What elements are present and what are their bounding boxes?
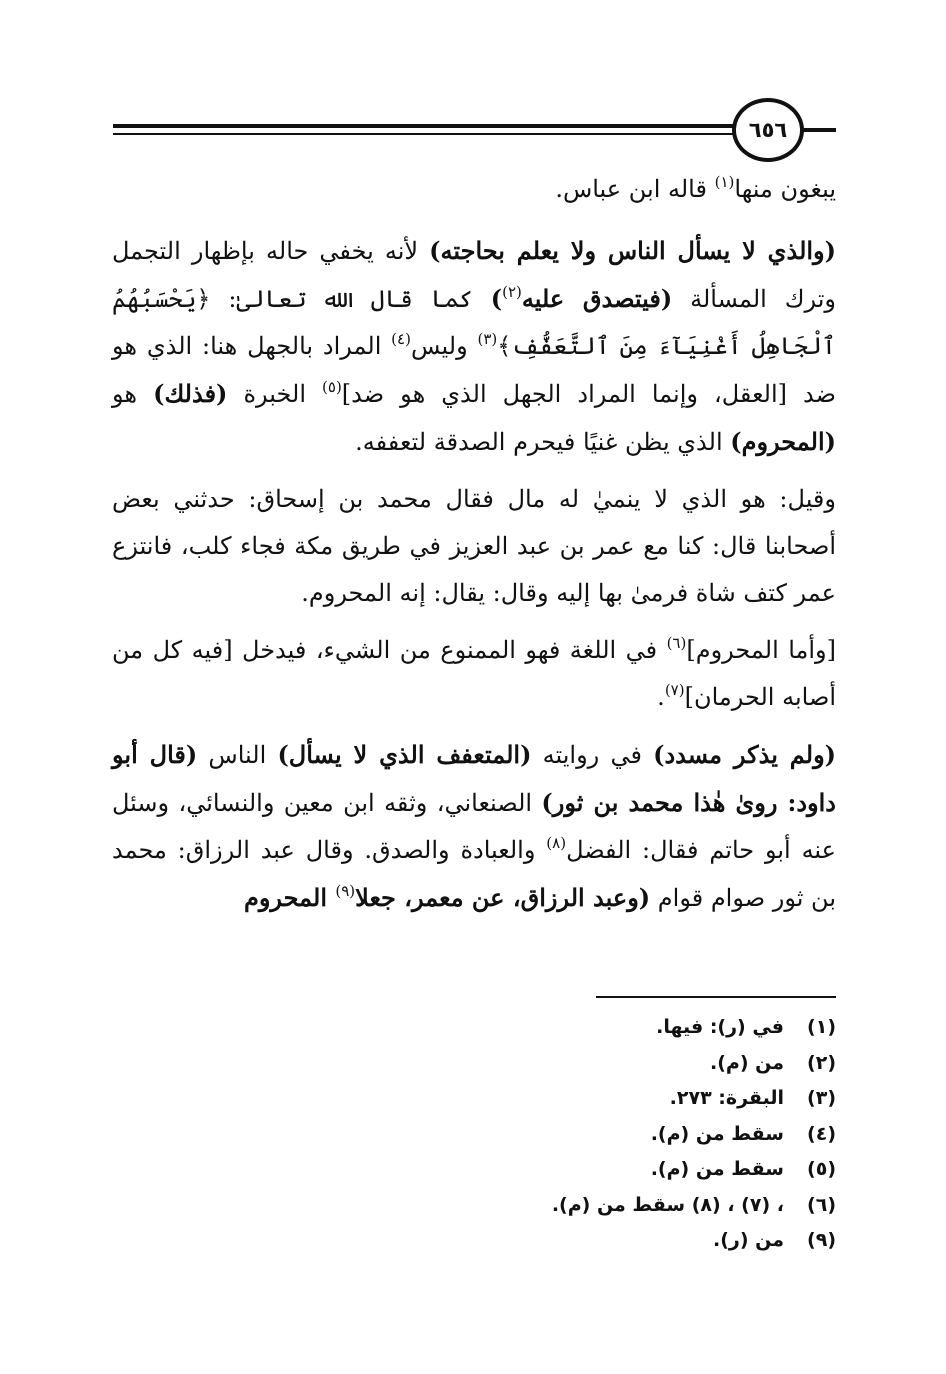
footnote-text: سقط من (م). [650, 1122, 784, 1145]
page-header [0, 0, 946, 170]
footnote-ref: (٣) [477, 330, 498, 348]
footnote-ref: (٩) [335, 882, 356, 900]
page-number-badge [732, 98, 804, 162]
footnote-text: البقرة: ٢٧٣. [669, 1087, 784, 1109]
footnote-text: في (ر): فيها. [656, 1016, 784, 1038]
footnote-ref: (١) [714, 173, 735, 191]
text-run: . [657, 683, 665, 711]
bold-text: (المحروم) [730, 427, 836, 456]
paragraph [112, 627, 836, 721]
paragraph [112, 166, 836, 213]
text-run: كما قال الله تعالىٰ: [210, 285, 491, 313]
text-run: في روايته [531, 741, 654, 769]
text-run: قاله ابن عباس. [555, 175, 715, 203]
bold-text: (وعبد الرزاق، عن معمر، جعلا [355, 883, 651, 912]
footnote-text: ، (٧) ، (٨) سقط من (م). [551, 1193, 784, 1216]
text-run: في اللغة فهو الممنوع من الشيء، فيدخل [فيه كل من أصابه الحرمان] [112, 636, 836, 711]
text-run: الصنعاني، وثقه ابن معين والنسائي، وسئل عنه أبو حاتم فقال: الفضل [112, 789, 836, 864]
bold-text: المحروم [243, 883, 336, 912]
footnote [300, 1010, 836, 1046]
footnote-text: من (م). [710, 1051, 784, 1074]
footnote-text: سقط من (م). [650, 1158, 784, 1180]
text-run: لأنه يخفي حاله بإظهار التجمل وترك المسألة [112, 237, 837, 313]
footnote-ref: (٧) [664, 681, 685, 699]
paragraph [112, 731, 836, 922]
bold-text: (قال أبو داود: روىٰ هٰذا محمد بن ثور) [112, 740, 836, 817]
text-run: هو [112, 380, 154, 408]
footnote [300, 1081, 836, 1117]
paragraph [112, 476, 836, 617]
footnote-number: (٦) [807, 1193, 836, 1216]
bold-text: ) [490, 284, 503, 313]
footnote-ref: (٨) [546, 834, 567, 852]
footnote [300, 1046, 836, 1082]
footnote [300, 1188, 836, 1224]
text-run: الذي يظن غنيًا فيحرم الصدقة لتعففه. [355, 428, 731, 456]
footnote-separator [596, 996, 836, 998]
page-number: ٦٥٦ [748, 118, 788, 142]
bold-text: (ولم يذكر مسدد) [653, 740, 837, 769]
footnote-number: (٤) [807, 1122, 836, 1145]
bold-text: (والذي لا يسأل الناس ولا يعلم بحاجته) [429, 236, 836, 265]
footnote-number: (١) [807, 1016, 836, 1038]
footnote-number: (٢) [807, 1051, 836, 1074]
footnote-number: (٥) [807, 1158, 836, 1180]
footnote-text: من (ر). [713, 1229, 784, 1251]
paragraph [112, 227, 836, 466]
main-text [112, 166, 836, 932]
bold-text: (فذلك) [153, 379, 228, 408]
footnote-ref: (٤) [391, 330, 411, 348]
footnotes [300, 1010, 836, 1259]
text-run: المراد بالجهل هنا: الذي هو ضد [العقل، وإنما المراد الجهل الذي هو ضد] [112, 332, 836, 408]
header-rule-right [800, 128, 836, 132]
text-run: الناس [197, 741, 278, 769]
footnote [300, 1152, 836, 1188]
header-rule-thick [113, 124, 793, 128]
bold-text: (المتعفف الذي لا يسأل) [277, 740, 532, 769]
footnote-number: (٣) [807, 1087, 836, 1109]
text-run: يبغون منها [734, 175, 836, 203]
footnote [300, 1223, 836, 1259]
footnote-number: (٩) [807, 1229, 836, 1251]
text-run: الخبرة [227, 380, 323, 408]
footnote-ref: (٦) [666, 634, 687, 652]
text-run: [وأما المحروم] [686, 636, 836, 664]
footnote-ref: (٥) [322, 378, 342, 396]
header-rule-thin [113, 133, 793, 135]
footnote [300, 1117, 836, 1153]
quran-verse: ﴿يَحْسَبُهُمُ ٱلْجَاهِلُ أَغْنِيَآءَ مِنَ ٱلتَّعَفُّفِ﴾ [112, 285, 836, 360]
bold-text: (فيتصدق عليه [521, 284, 673, 313]
text-run: وليس [410, 332, 478, 360]
text-run: وقيل: هو الذي لا ينميٰ له مال فقال محمد بن إسحاق: حدثني بعض أصحابنا قال: كنا مع عمر بن عبد العزيز في طريق مكة فجاء كلب، فانتزع عمر كتف شاة فرمىٰ بها إليه وقال: يقال: إنه المحروم. [112, 485, 836, 607]
text-run: والعبادة والصدق. وقال عبد الرزاق: محمد بن ثور صوام قوام [112, 836, 836, 912]
footnote-ref: (٢) [502, 283, 522, 301]
